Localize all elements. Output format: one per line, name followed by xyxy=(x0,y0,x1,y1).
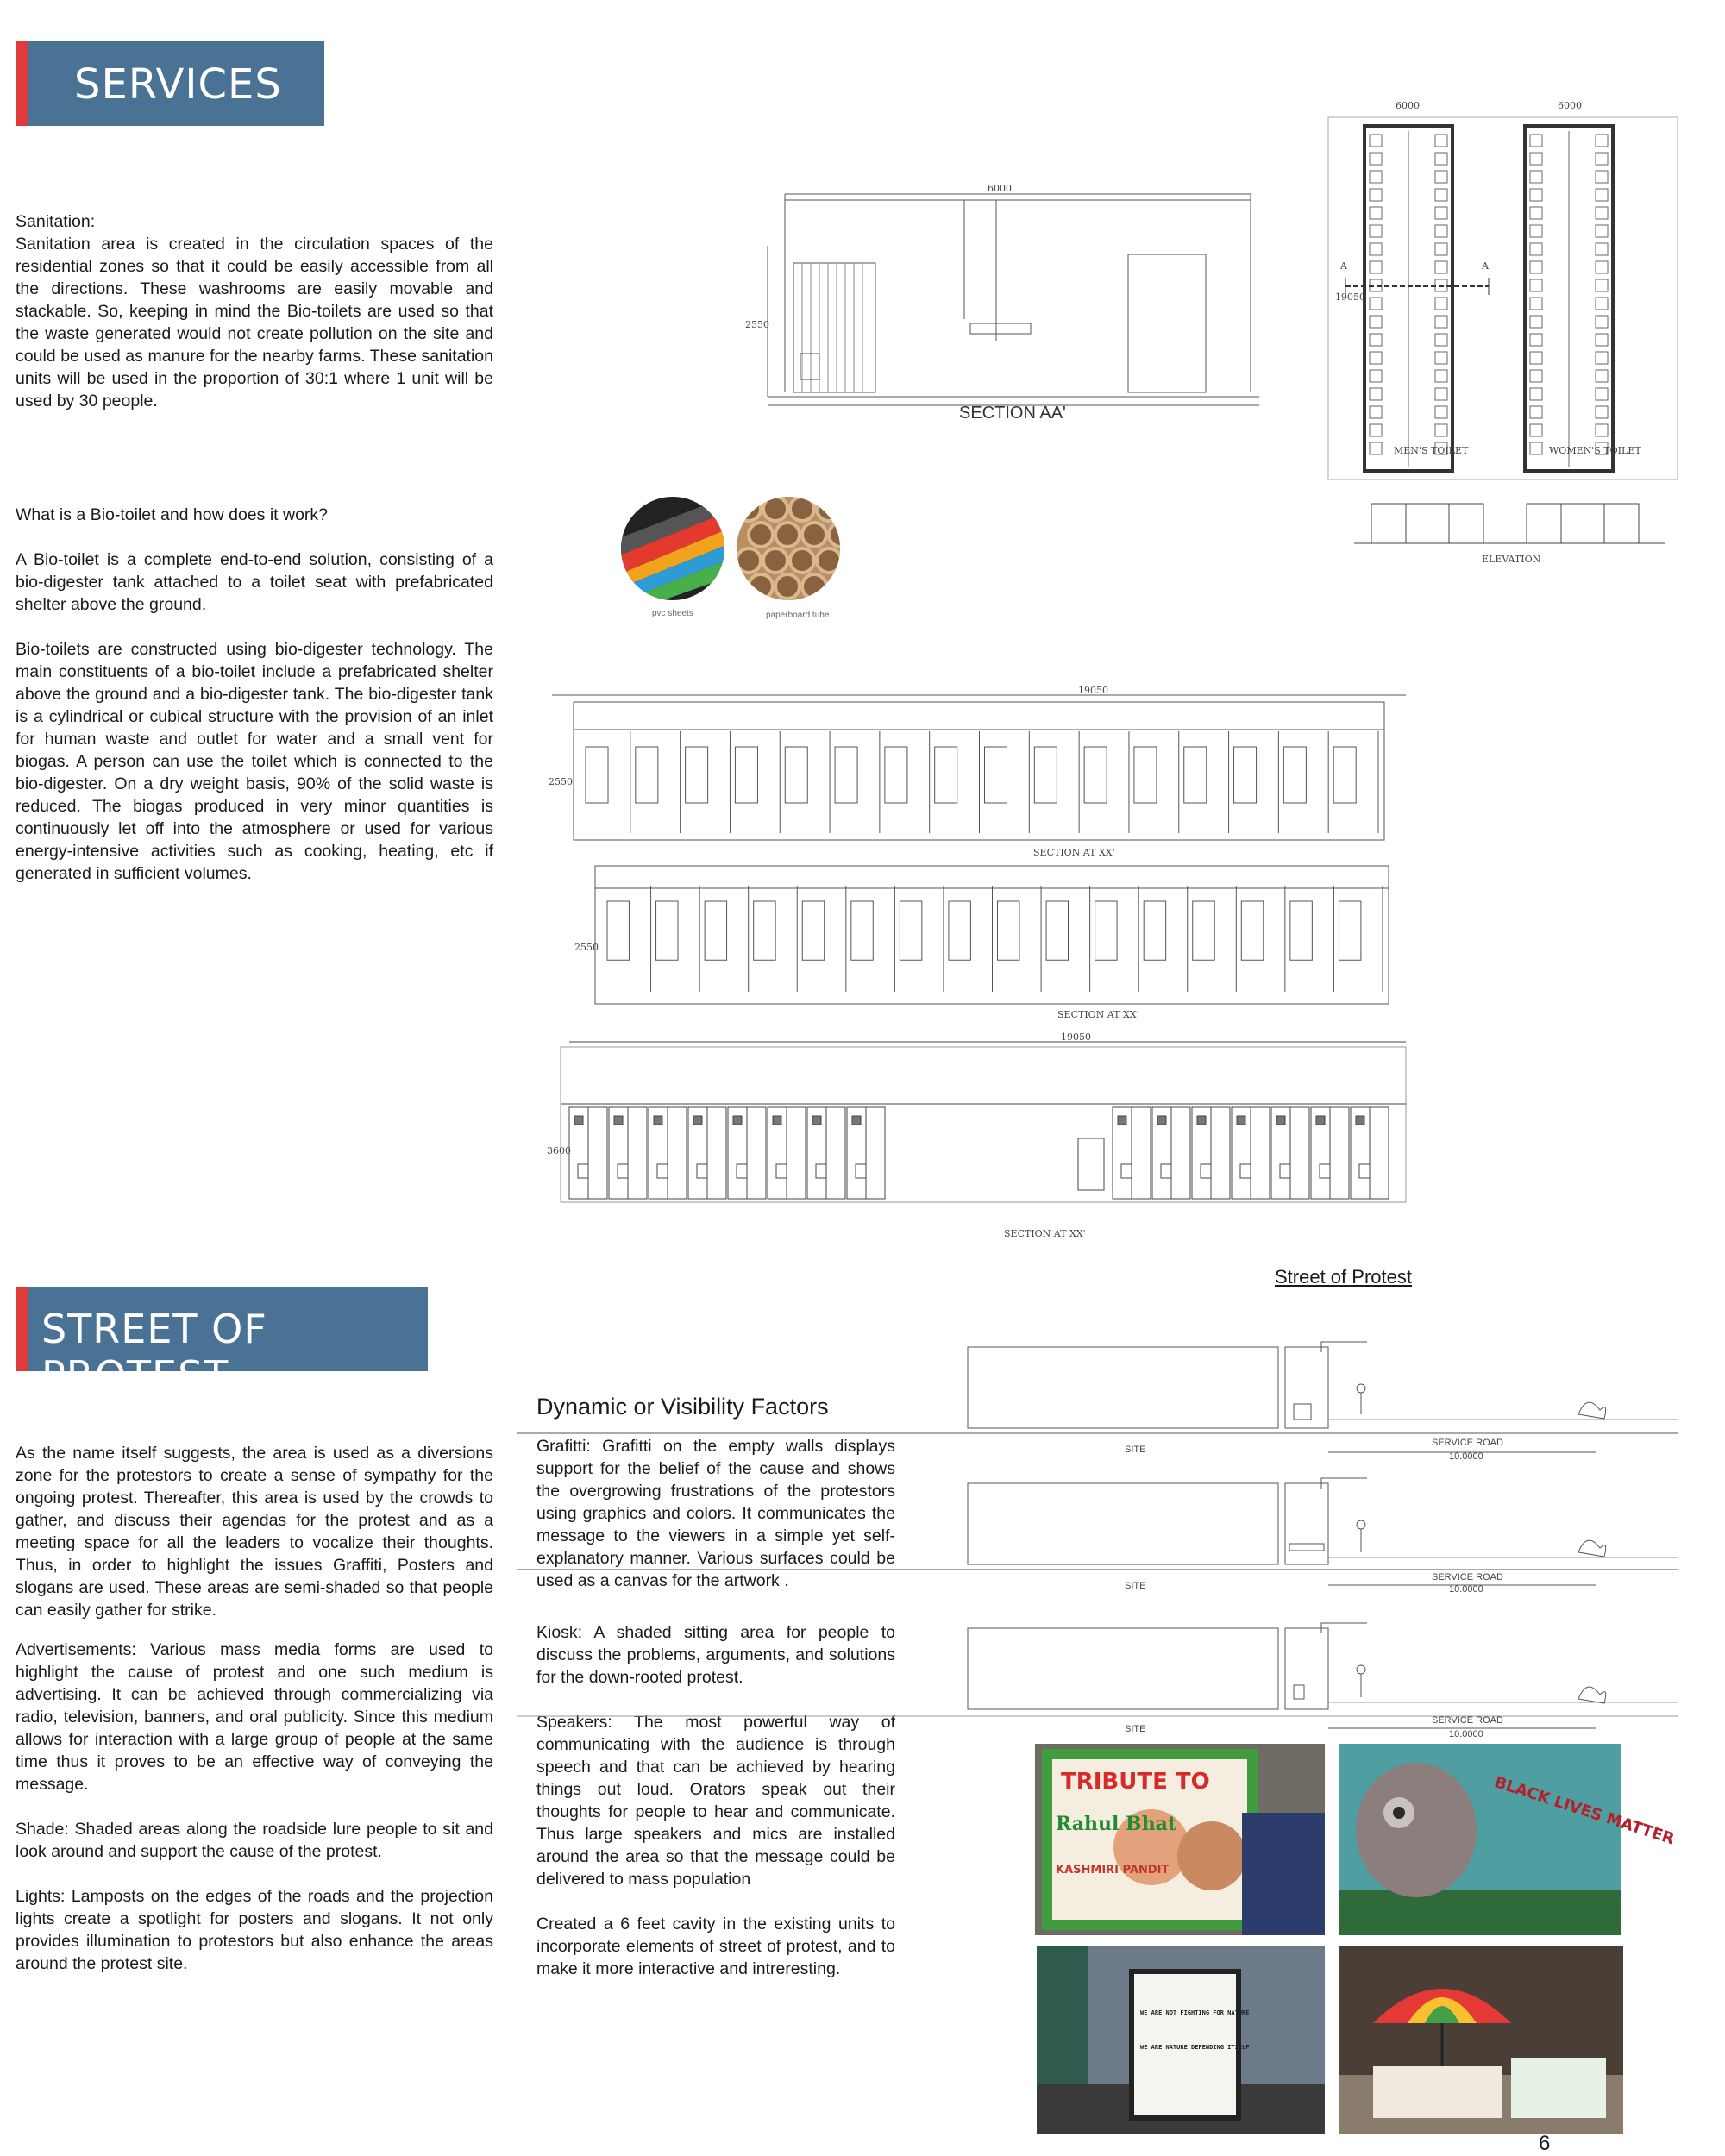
stall-fixture xyxy=(1530,334,1542,346)
window-bay xyxy=(735,747,757,803)
kiosk-umbrella-photo xyxy=(1339,1946,1623,2134)
protest-cavity: Created a 6 feet cavity in the existing units to incorporate elements of street of protest, and to make it more interactive and intreresting. xyxy=(536,1915,895,1978)
billboard-text-1: WE ARE NOT FIGHTING FOR NATURE xyxy=(1140,2009,1250,2016)
sanitation-body: Sanitation area is created in the circulation spaces of the residential zones so that it could be easily accessible from all the directions. These washrooms are easily movable and stackable. So, keeping in mind the Bio-toilets are used so that the waste generated would not create pollution on the site and could be used as manure for the nearby farms. These sanitation units will be used in the proportion of 30:1 where 1 unit will be used by 30 people. xyxy=(16,235,493,411)
service-road-dim-3: 10.0000 xyxy=(1449,1729,1484,1739)
stall-fixture xyxy=(1596,279,1608,291)
protest-banner xyxy=(16,1287,428,1399)
pvc-sheets-caption: pvc sheets xyxy=(652,609,693,618)
window-bay xyxy=(985,747,1007,803)
unit-vent xyxy=(1316,1116,1325,1125)
biotoilet-paragraph-1: A Bio-toilet is a complete end-to-end solution, consisting of a bio-digester tank attached to a toilet seat with prefabricated shelter above the ground. xyxy=(16,550,493,614)
window-bay xyxy=(1234,747,1257,803)
window-bay xyxy=(1193,901,1214,960)
tube-end xyxy=(790,497,814,521)
toilet-plan-drawing xyxy=(1320,97,1682,476)
service-road-dim-2: 10.0000 xyxy=(1449,1584,1484,1595)
stall-fixture xyxy=(1530,370,1542,382)
unit-vent xyxy=(812,1116,821,1125)
service-road-label-1: SERVICE ROAD xyxy=(1432,1438,1503,1448)
tube-end xyxy=(829,574,853,599)
window-bay xyxy=(754,901,775,960)
stall-fixture xyxy=(1370,135,1382,147)
stall-fixture xyxy=(1435,298,1447,310)
street-sections-drawing xyxy=(518,1337,1725,1742)
paperboard-tube-caption: paperboard tube xyxy=(766,611,830,620)
window-bay xyxy=(835,747,857,803)
service-road-label-3: SERVICE ROAD xyxy=(1432,1715,1503,1726)
protest-grafitti: Grafitti: Grafitti on the empty walls displays support for the belief of the cause and shows the overgrowing frustrations of the protestors using graphics and colors. It communicates the message to the viewers in a simple yet self-explanatory manner. Various surfaces could be used as a canvas for the artwork . xyxy=(536,1437,895,1590)
section-aa-height: 2550 xyxy=(745,319,769,330)
unit-vent xyxy=(1157,1116,1166,1125)
biotoilet-paragraph-2: Bio-toilets are constructed using bio-digester technology. The main constituents of a bio-toilet include a prefabricated shelter above the ground and a bio-digester tank. The bio-digester tank is a cylindrical or cubical structure with the provision of an inlet for human waste and outlet for water and a small vent for biogas. A person can use the toilet which is connected to the bio-digester. On a dry weight basis, 90% of the solid waste is reduced. The biogas produced in very minor quantities is continuously let off into the atmosphere or used for various energy-intensive activities such as cooking, heating, etc if generated in sufficient volumes. xyxy=(16,640,493,883)
billboard-photo xyxy=(1037,1946,1325,2134)
unit-vent xyxy=(852,1116,861,1125)
stall-fixture xyxy=(1596,207,1608,219)
window-bay xyxy=(1095,901,1117,960)
tube-end xyxy=(775,523,800,547)
window-bay xyxy=(1339,901,1360,960)
protest-kiosk: Kiosk: A shaded sitting area for people to discuss the problems, arguments, and solutions for the down-rooted protest. xyxy=(536,1623,895,1687)
stall-fixture xyxy=(1530,189,1542,201)
stall-fixture xyxy=(1530,225,1542,237)
unit-fixture xyxy=(657,1164,668,1178)
dynamic-factors-heading: Dynamic or Visibility Factors xyxy=(536,1394,829,1420)
section-xx-height-1: 2550 xyxy=(549,776,573,787)
unit-vent xyxy=(1276,1116,1285,1125)
stall-fixture xyxy=(1435,153,1447,165)
window-bay xyxy=(998,901,1019,960)
stall-fixture xyxy=(1596,243,1608,255)
stall-fixture xyxy=(1435,388,1447,400)
unit-vent xyxy=(1197,1116,1206,1125)
stall-fixture xyxy=(1530,279,1542,291)
stall-fixture xyxy=(1370,225,1382,237)
stall-fixture xyxy=(1435,225,1447,237)
window-bay xyxy=(686,747,708,803)
tube-end xyxy=(802,523,826,547)
window-bay xyxy=(949,901,970,960)
unit-fixture xyxy=(1359,1164,1370,1178)
sanitation-heading: Sanitation: xyxy=(16,212,96,231)
section-3-height: 3600 xyxy=(547,1145,571,1156)
unit-fixture xyxy=(618,1164,628,1178)
stall-fixture xyxy=(1530,424,1542,436)
tube-end xyxy=(763,497,787,521)
stall-fixture xyxy=(1596,153,1608,165)
tube-end xyxy=(749,523,773,547)
protest-intro: As the name itself suggests, the area is used as a diversions zone for the protestors to create a sense of sympathy for the ongoing protest. Thereafter, this area is used by the crowds to gather, and discuss their agendas for the protest and as a meeting space for all the leaders to vocalize their thoughts. Thus, in order to highlight the issues Graffiti, Posters and slogans are used. These areas are semi-shaded so that people can easily gather for strike. xyxy=(16,1444,493,1620)
services-banner xyxy=(16,41,324,126)
stall-fixture xyxy=(1530,261,1542,273)
unit-vent xyxy=(773,1116,781,1125)
stall-fixture xyxy=(1530,388,1542,400)
unit-fixture xyxy=(1280,1164,1290,1178)
stall-fixture xyxy=(1370,370,1382,382)
stall-fixture xyxy=(1530,298,1542,310)
stall-fixture xyxy=(1370,261,1382,273)
unit-fixture xyxy=(737,1164,747,1178)
stall-fixture xyxy=(1596,352,1608,364)
stall-fixture xyxy=(1435,370,1447,382)
stall-fixture xyxy=(1530,171,1542,183)
unit-fixture xyxy=(1240,1164,1251,1178)
tube-end xyxy=(749,574,773,599)
section-xx-drawing-1 xyxy=(543,686,1423,859)
plan-depth: 19050 xyxy=(1335,291,1365,303)
stall-fixture xyxy=(1530,243,1542,255)
stall-fixture xyxy=(1530,135,1542,147)
biotoilet-text xyxy=(16,504,493,907)
protest-speakers: Speakers: The most powerful way of communicating with the audience is through speech and that can be achieved by hearing things out loud. Orators speak out their thoughts for people to hear and communicate. Thus large speakers and mics are installed around the area so that the message could be delivered to mass population xyxy=(536,1713,895,1889)
stall-fixture xyxy=(1370,171,1382,183)
window-bay xyxy=(1184,747,1207,803)
sanitation-text xyxy=(16,210,493,412)
window-bay xyxy=(607,901,629,960)
mens-toilet-label: MEN'S TOILET xyxy=(1394,445,1469,456)
stall-fixture xyxy=(1435,316,1447,328)
tube-end xyxy=(817,548,841,573)
stall-fixture xyxy=(1435,243,1447,255)
tube-end xyxy=(817,497,841,521)
section-xx-label-3: SECTION AT XX' xyxy=(1004,1228,1086,1239)
unit-vent xyxy=(1356,1116,1364,1125)
stall-fixture xyxy=(1530,316,1542,328)
stall-fixture xyxy=(1435,406,1447,418)
stall-fixture xyxy=(1435,189,1447,201)
stall-fixture xyxy=(1435,334,1447,346)
stall-fixture xyxy=(1596,189,1608,201)
section-xx-drawing-2 xyxy=(569,854,1432,1026)
stall-fixture xyxy=(1435,207,1447,219)
window-bay xyxy=(656,901,678,960)
section-xx-width-1: 19050 xyxy=(1078,685,1108,696)
stall-fixture xyxy=(1435,352,1447,364)
stall-fixture xyxy=(1530,406,1542,418)
window-bay xyxy=(1241,901,1263,960)
services-title: SERVICES xyxy=(74,60,282,109)
section-xx-drawing-3 xyxy=(543,1031,1423,1242)
tube-end xyxy=(829,523,853,547)
window-bay xyxy=(705,901,726,960)
banner-accent xyxy=(16,1287,28,1371)
unit-fixture xyxy=(1161,1164,1171,1178)
page-number: 6 xyxy=(1539,2132,1551,2155)
protest-shade: Shade: Shaded areas along the roadside lure people to sit and look around and support the cause of the protest. xyxy=(16,1820,493,1861)
stall-fixture xyxy=(1596,261,1608,273)
graffiti-photo xyxy=(1339,1744,1677,1935)
window-bay xyxy=(785,747,807,803)
window-bay xyxy=(636,747,658,803)
stall-fixture xyxy=(1596,225,1608,237)
unit-vent xyxy=(654,1116,662,1125)
window-bay xyxy=(1134,747,1157,803)
womens-toilet-label: WOMEN'S TOILET xyxy=(1549,445,1641,456)
section-aa-drawing xyxy=(742,181,1276,440)
stall-fixture xyxy=(1370,406,1382,418)
stall-fixture xyxy=(1370,352,1382,364)
street-of-protest-caption: Street of Protest xyxy=(1275,1266,1412,1288)
unit-vent xyxy=(614,1116,623,1125)
unit-vent xyxy=(1118,1116,1126,1125)
section-aa-label: SECTION AA' xyxy=(959,404,1066,423)
section-xx-label-2: SECTION AT XX' xyxy=(1057,1009,1139,1020)
stall-fixture xyxy=(1596,406,1608,418)
unit-fixture xyxy=(1201,1164,1211,1178)
protest-lights: Lights: Lamposts on the edges of the roads and the projection lights create a spotlight for posters and slogans. It not only provides illumination to protestors but also enhance the areas around the protest site. xyxy=(16,1887,493,1973)
elevation-label: ELEVATION xyxy=(1482,554,1541,565)
unit-vent xyxy=(1237,1116,1245,1125)
stall-fixture xyxy=(1435,135,1447,147)
site-label-1: SITE xyxy=(1125,1445,1146,1455)
poster-sub-text: KASHMIRI PANDIT xyxy=(1056,1864,1170,1877)
stall-fixture xyxy=(1370,207,1382,219)
stall-fixture xyxy=(1370,298,1382,310)
stall-fixture xyxy=(1370,424,1382,436)
stall-fixture xyxy=(1370,316,1382,328)
stall-fixture xyxy=(1435,261,1447,273)
window-bay xyxy=(1283,747,1306,803)
stall-fixture xyxy=(1370,153,1382,165)
window-bay xyxy=(1034,747,1057,803)
stall-fixture xyxy=(1370,442,1382,454)
window-bay xyxy=(802,901,824,960)
window-bay xyxy=(935,747,957,803)
tube-end xyxy=(790,548,814,573)
window-bay xyxy=(851,901,873,960)
poster-title-text: TRIBUTE TO xyxy=(1061,1769,1210,1795)
section-3-width: 19050 xyxy=(1061,1031,1091,1043)
stall-fixture xyxy=(1370,243,1382,255)
plan-marker-a2: A' xyxy=(1482,260,1491,272)
elevation-drawing xyxy=(1354,495,1665,569)
stall-fixture xyxy=(1530,207,1542,219)
window-bay xyxy=(1290,901,1312,960)
site-label-3: SITE xyxy=(1125,1724,1146,1734)
stall-fixture xyxy=(1596,298,1608,310)
billboard-text-2: WE ARE NATURE DEFENDING ITSELF xyxy=(1140,2044,1250,2051)
plan-width-right: 6000 xyxy=(1558,100,1582,111)
unit-fixture xyxy=(1121,1164,1132,1178)
unit-vent xyxy=(693,1116,702,1125)
section-aa-width: 6000 xyxy=(988,183,1012,194)
tube-end xyxy=(737,548,761,573)
unit-fixture xyxy=(816,1164,826,1178)
tube-end xyxy=(737,497,761,521)
service-road-label-2: SERVICE ROAD xyxy=(1432,1572,1503,1583)
tribute-poster-photo xyxy=(1035,1744,1325,1935)
site-label-2: SITE xyxy=(1125,1581,1146,1591)
biotoilet-question: What is a Bio-toilet and how does it work? xyxy=(16,505,329,524)
stall-fixture xyxy=(1530,153,1542,165)
stall-fixture xyxy=(1530,442,1542,454)
unit-fixture xyxy=(1320,1164,1330,1178)
section-xx-label-1: SECTION AT XX' xyxy=(1033,847,1115,858)
stall-fixture xyxy=(1596,171,1608,183)
unit-vent xyxy=(574,1116,583,1125)
stall-fixture xyxy=(1596,424,1608,436)
stall-fixture xyxy=(1596,388,1608,400)
window-bay xyxy=(885,747,907,803)
stall-fixture xyxy=(1596,316,1608,328)
unit-vent xyxy=(733,1116,742,1125)
protest-advertisements: Advertisements: Various mass media forms are used to highlight the cause of protest and one such medium is advertising. It can be achieved through commercializing via radio, television, banners, and oral publicity. Since this medium allows for interaction with a large group of people at the same time thus it proves to be an effective way of conveying the message. xyxy=(16,1640,493,1794)
poster-name-text: Rahul Bhat xyxy=(1056,1813,1177,1835)
pvc-sheets-image xyxy=(619,495,726,602)
unit-fixture xyxy=(578,1164,588,1178)
graffiti-text: BLACK LIVES MATTER xyxy=(1492,1773,1677,1849)
window-bay xyxy=(1084,747,1107,803)
stall-fixture xyxy=(1596,334,1608,346)
protest-title: STREET OF PROTEST xyxy=(41,1306,267,1399)
tube-end xyxy=(775,574,800,599)
paperboard-tube-image xyxy=(735,495,842,602)
banner-accent xyxy=(16,41,28,126)
tube-end xyxy=(763,548,787,573)
plan-width-left: 6000 xyxy=(1396,100,1420,111)
unit-fixture xyxy=(776,1164,787,1178)
stall-fixture xyxy=(1596,135,1608,147)
stall-fixture xyxy=(1370,189,1382,201)
window-bay xyxy=(1046,901,1068,960)
stall-fixture xyxy=(1530,352,1542,364)
protest-left-column xyxy=(16,1442,493,1997)
window-bay xyxy=(900,901,921,960)
unit-fixture xyxy=(856,1164,866,1178)
stall-fixture xyxy=(1370,334,1382,346)
window-bay xyxy=(586,747,608,803)
unit-fixture xyxy=(697,1164,707,1178)
window-bay xyxy=(1333,747,1356,803)
section-xx-height-2: 2550 xyxy=(574,942,599,953)
plan-marker-a: A xyxy=(1340,260,1347,272)
stall-fixture xyxy=(1435,171,1447,183)
stall-fixture xyxy=(1370,388,1382,400)
window-bay xyxy=(1144,901,1165,960)
service-road-dim-1: 10.0000 xyxy=(1449,1451,1484,1462)
stall-fixture xyxy=(1435,424,1447,436)
tube-end xyxy=(802,574,826,599)
stall-fixture xyxy=(1596,370,1608,382)
